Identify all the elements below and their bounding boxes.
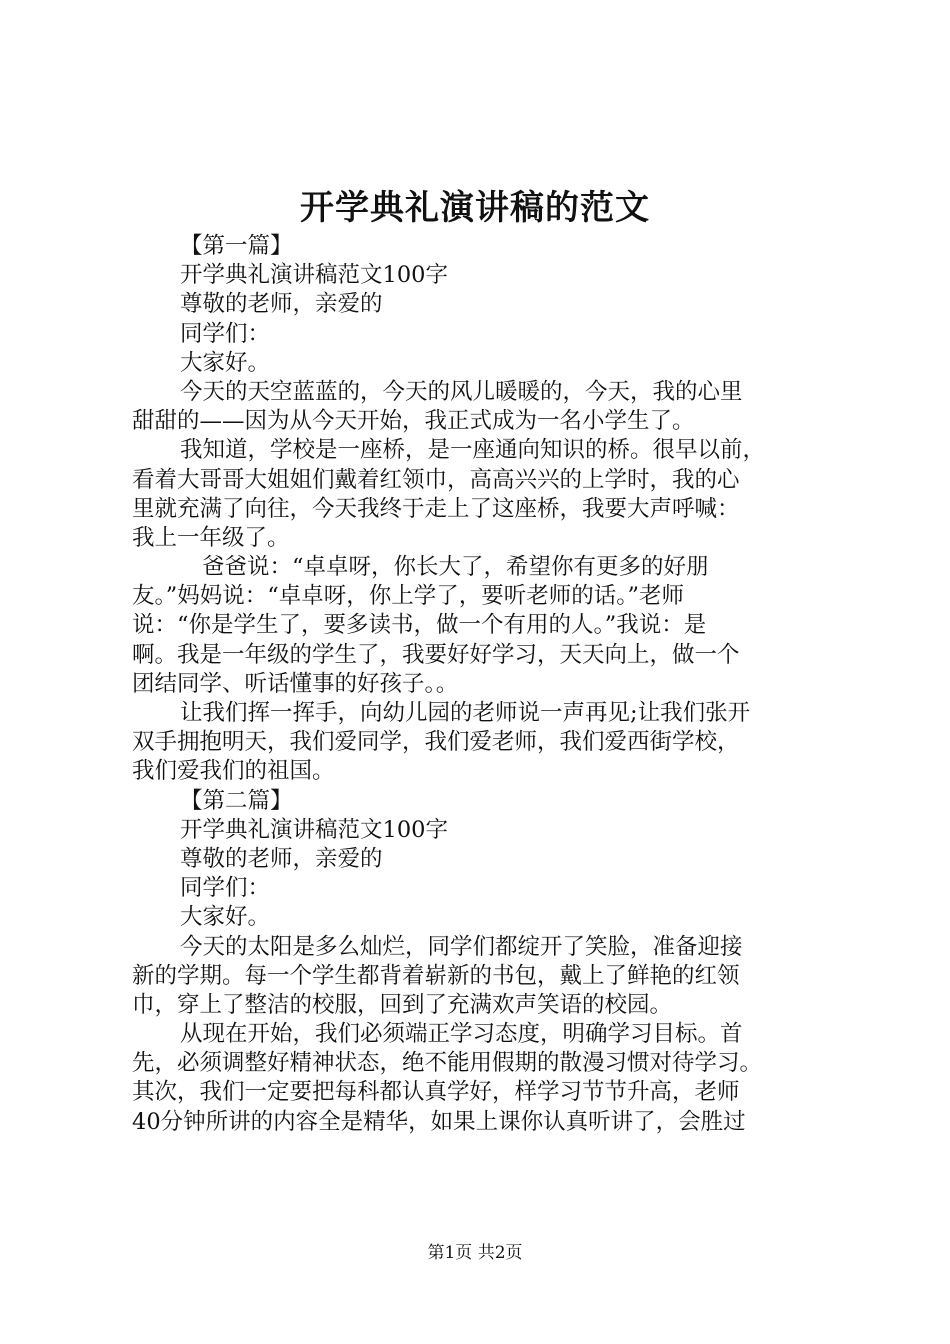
text-line: 【第二篇】	[180, 787, 293, 814]
text-line: 友。”妈妈说：“卓卓呀，你上学了，要听老师的话。”老师	[132, 583, 685, 610]
page-footer: 第1页 共2页	[427, 1243, 523, 1263]
text-line: 40分钟所讲的内容全是精华，如果上课你认真听讲了，会胜过	[132, 1108, 746, 1135]
text-line: 尊敬的老师，亲爱的	[180, 845, 383, 872]
text-line: 我知道，学校是一座桥，是一座通向知识的桥。很早以前，	[180, 437, 766, 464]
document-title: 开学典礼演讲稿的范文	[300, 188, 650, 228]
text-line: 大家好。	[180, 349, 271, 376]
text-line: 甜甜的——因为从今天开始，我正式成为一名小学生了。	[132, 408, 695, 435]
text-line: 新的学期。每一个学生都背着崭新的书包，戴上了鲜艳的红领	[132, 962, 740, 989]
text-line: 【第一篇】	[180, 233, 293, 259]
text-line: 开学典礼演讲稿范文100字	[180, 262, 448, 289]
text-line: 里就充满了向往，今天我终于走上了这座桥，我要大声呼喊：	[132, 495, 740, 522]
text-line: 从现在开始，我们必须端正学习态度，明确学习目标。首	[180, 1021, 743, 1048]
text-line: 尊敬的老师，亲爱的	[180, 291, 383, 318]
document-body	[132, 232, 832, 1137]
text-line: 先，必须调整好精神状态，绝不能用假期的散漫习惯对待学习。	[132, 1050, 763, 1077]
text-line: 今天的天空蓝蓝的，今天的风儿暖暖的，今天，我的心里	[180, 378, 743, 405]
text-line: 看着大哥哥大姐姐们戴着红领巾，高高兴兴的上学时，我的心	[132, 466, 740, 493]
text-line: 今天的太阳是多么灿烂，同学们都绽开了笑脸，准备迎接	[180, 933, 743, 960]
text-line: 说：“你是学生了，要多读书，做一个有用的人。”我说：是	[132, 612, 707, 639]
text-line: 开学典礼演讲稿范文100字	[180, 816, 448, 843]
text-line: 大家好。	[180, 904, 271, 931]
text-line: 我上一年级了。	[132, 524, 290, 551]
text-line: 让我们挥一挥手，向幼儿园的老师说一声再见;让我们张开	[180, 700, 751, 726]
text-line: 同学们：	[180, 875, 271, 902]
text-line: 爸爸说：“卓卓呀，你长大了，希望你有更多的好朋	[202, 554, 709, 581]
text-line: 巾，穿上了整洁的校服，回到了充满欢声笑语的校园。	[132, 991, 673, 1018]
text-line: 团结同学、听话懂事的好孩子。。	[132, 670, 459, 697]
text-line: 我们爱我们的祖国。	[132, 758, 335, 785]
text-line: 同学们：	[180, 320, 271, 347]
text-line: 其次，我们一定要把每科都认真学好，样学习节节升高，老师	[132, 1079, 740, 1106]
text-line: 啊。我是一年级的学生了，我要好好学习，天天向上，做一个	[132, 641, 740, 668]
text-line: 双手拥抱明天，我们爱同学，我们爱老师，我们爱西街学校，	[132, 729, 740, 756]
